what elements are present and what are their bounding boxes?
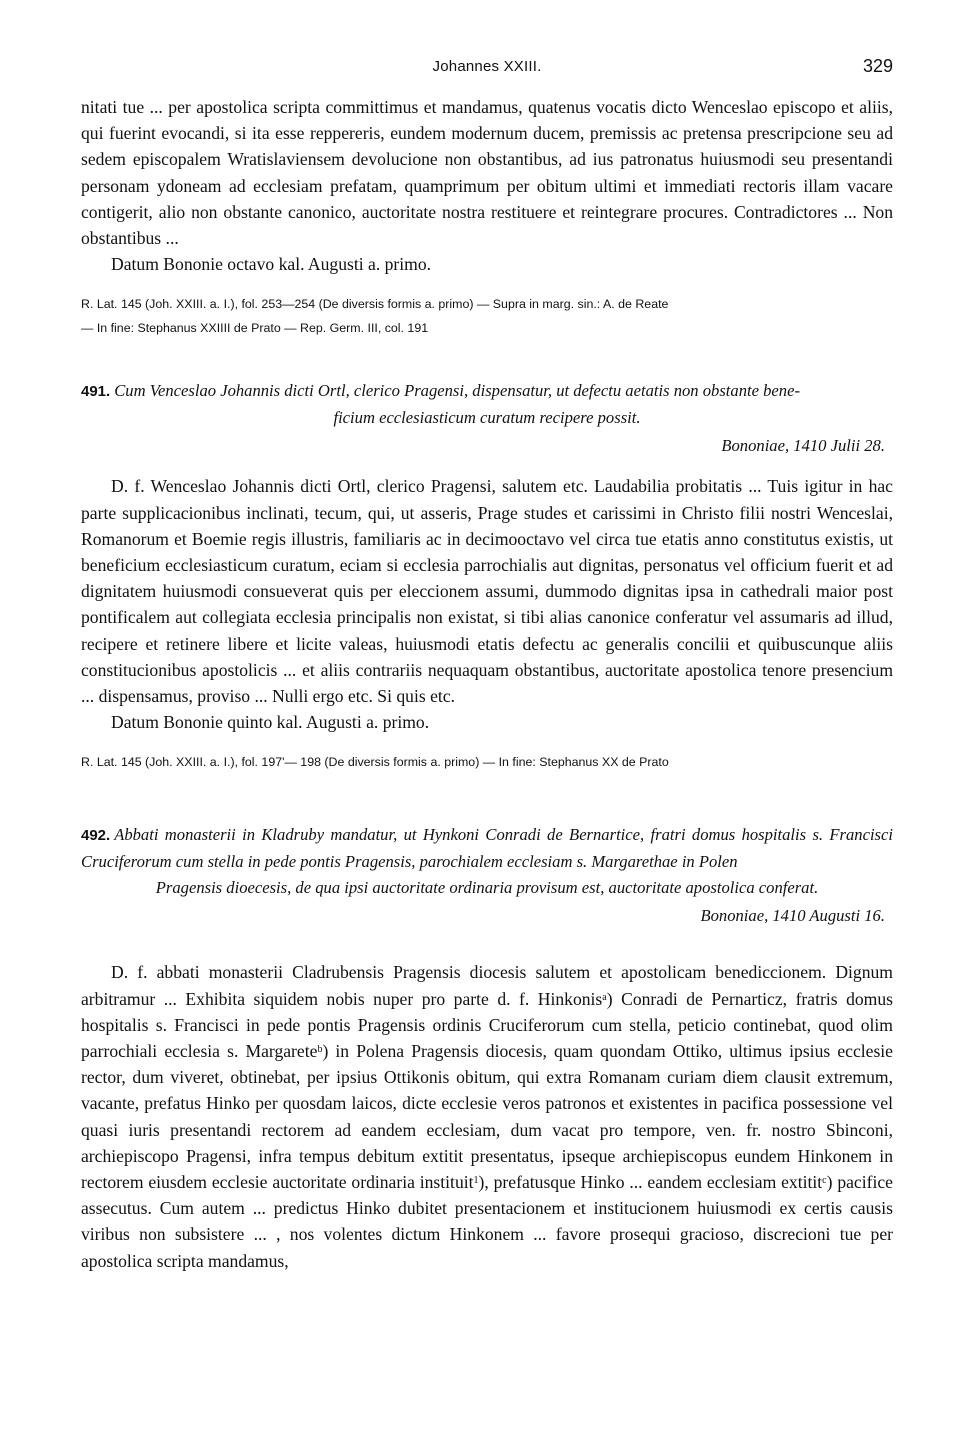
regest-text: Abbati monasterii in Kladruby mandatur, ut Hynkoni Conradi de Bernartice, fratri domus hospitalis s. Francisci Cruciferorum cum stella in pede pontis Pragensis, parochialem ecclesiam s. Margarethae in Polen bbox=[81, 825, 893, 872]
text-segment: ) in Polena Pragensis diocesis, quam quondam Ottiko, ultimus ipsius ecclesie rector, dum viveret, obtinebat, per ipsius Ottikonis obitum, qui extra Romanam curiam diem clausit extremum, vacante, prefatus Hinko per quosdam laicos, dicte ecclesie veros patronos et existentes in pacifica possessione vel quasi iuris presentandi rectorem ad eandem ecclesiam, dum vacat pro tempore, ven. fr. nostro Sbinconi, archiepiscopo Pragensi, infra tempus debitum extitit presentatus, ipseque archiepiscopus eundem Hinkonem in rectorem eiusdem ecclesie auctoritate ordinaria instituit bbox=[81, 1041, 893, 1193]
regest-text: Cum Venceslao Johannis dicti Ortl, clerico Pragensi, dispensatur, ut defectu aetatis non obstante bene- bbox=[114, 381, 800, 401]
document-text: D. f. Wenceslao Johannis dicti Ortl, clerico Pragensi, salutem etc. Laudabilia probitatis ... Tuis igitur in hac parte supplicacionibus inclinati, tecum, qui, ut asseris, Prage studes et carissimi in Christo filii nostri Wenceslai, Romanorum et Boemie regis illustris, familiaris ac in decimooctavo vel circa tue etatis anno constitutus existis, ut beneficium ecclesiasticum curatum, eciam si ecclesia parrochialis aut dignitas, personatus vel officium fuerit et ad dignitatem huiusmodi consueverat quis per eleccionem assumi, dummodo dignitas ipsa in cathedrali maior post pontificalem aut collegiata ecclesia principalis non existat, si tibi alias canonice conferatur vel assumaris ad illud, recipere et retinere libere et licite valeas, huiusmodi etatis defectu ac generalis concilii et quibuscunque aliis constitucionibus apostolicis ... et aliis contrariis nequaquam obstantibus, auctoritate apostolica tenore presencium ... dispensamus, proviso ... Nulli ergo etc. Si quis etc. bbox=[81, 476, 893, 707]
continued-text: nitati tue ... per apostolica scripta committimus et mandamus, quatenus vocatis dicto Wenceslao episcopo et aliis, qui fuerint evocandi, si ita esse reppereris, eundem modernum ducem, premissis ac pretensa prescripcione seu ad sedem episcopalem Wratislaviensem devolucione non obstantibus, ad ius patronatus huiusmodi seu presentandi personam ydoneam ad ecclesiam prefatam, quamprimum per obitum ultimi et immediati rectoris illam vacare contigerit, alio non obstante canonico, auctoritate nostra restituere et reintegrare procures. Contradictores ... Non obstantibus ... bbox=[81, 97, 893, 249]
regest bbox=[81, 822, 893, 901]
source-note-line: R. Lat. 145 (Joh. XXIII. a. I.), fol. 197'— 198 (De diversis formis a. primo) — In fine: Stephanus XX de Prato bbox=[81, 755, 669, 770]
footnote-marker: c bbox=[822, 1175, 827, 1187]
place-date: Bononiae, 1410 Augusti 16. bbox=[700, 906, 885, 926]
document-number: 491. bbox=[81, 383, 111, 401]
source-note bbox=[81, 750, 893, 774]
running-title: Johannes XXIII. bbox=[432, 58, 542, 75]
document-492 bbox=[81, 822, 893, 1273]
text-segment: ), prefatusque Hinko ... eandem ecclesiam extitit bbox=[478, 1172, 823, 1193]
datum-line: Datum Bononie quinto kal. Augusti a. primo. bbox=[111, 712, 430, 733]
document-491 bbox=[81, 378, 893, 774]
footnote-marker: b bbox=[317, 1044, 323, 1056]
source-note bbox=[81, 292, 893, 340]
text-segment: ) Conradi de Pernarticz, fratris domus hospitalis s. Francisci in pede pontis Pragensis ordinis Cruciferorum cum stella, peticio continebat, quod olim parrochiali ecclesia s. Margarete bbox=[81, 988, 893, 1062]
footnote-marker: 1 bbox=[473, 1175, 479, 1187]
place-date: Bononiae, 1410 Julii 28. bbox=[721, 436, 885, 456]
regest-text-continued: Pragensis dioecesis, de qua ipsi auctoritate ordinaria provisum est, auctoritate apostolica conferat. bbox=[155, 878, 819, 898]
regest-text-continued: ficium ecclesiasticum curatum recipere possit. bbox=[333, 408, 641, 428]
datum-line: Datum Bononie octavo kal. Augusti a. primo. bbox=[111, 254, 432, 275]
text-segment: D. f. abbati monasterii Cladrubensis Pragensis diocesis salutem et apostolicam benediccionem. Dignum arbitramur ... Exhibita siquidem nobis nuper pro parte d. f. Hinkonis bbox=[81, 962, 893, 1009]
footnote-marker: a bbox=[602, 991, 607, 1003]
document-number: 492. bbox=[81, 827, 111, 845]
source-note-line: — In fine: Stephanus XXIIII de Prato — Rep. Germ. III, col. 191 bbox=[81, 321, 429, 336]
document-page bbox=[81, 56, 893, 1274]
page-number: 329 bbox=[862, 56, 893, 76]
regest bbox=[81, 378, 893, 431]
running-head bbox=[81, 56, 893, 86]
text-segment: ) pacifice assecutus. Cum autem ... predictus Hinko dubitet presentacionem et institucionem huiusmodi ex certis causis viribus non subsistere ... , nos volentes dictum Hinkonem ... favore prosequi gracioso, discrecioni tue per apostolica scripta mandamus, bbox=[81, 1172, 893, 1271]
document-text bbox=[81, 959, 893, 1273]
source-note-line: R. Lat. 145 (Joh. XXIII. a. I.), fol. 253—254 (De diversis formis a. primo) — Supra in marg. sin.: A. de Reate bbox=[81, 297, 669, 312]
